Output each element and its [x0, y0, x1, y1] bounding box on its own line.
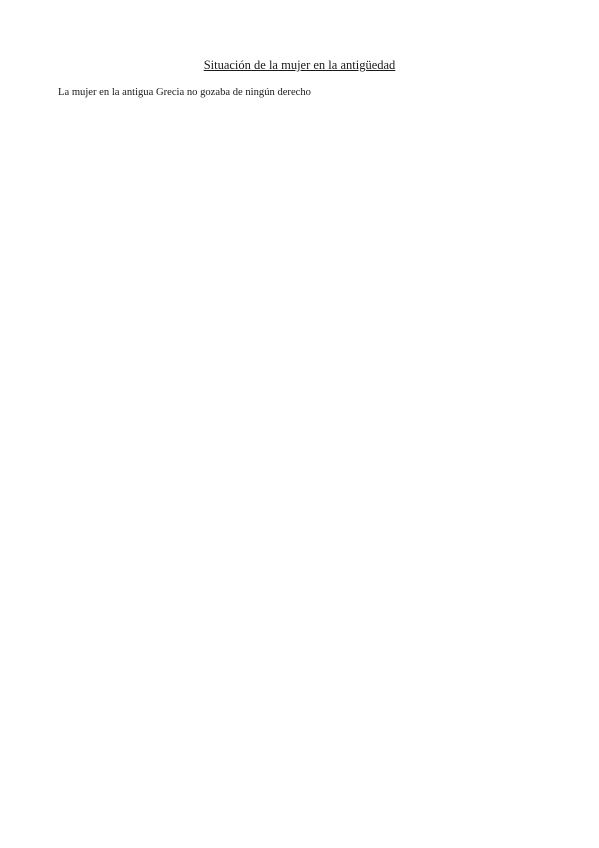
page-title: Situación de la mujer en la antigüedad	[203, 58, 396, 72]
text-line	[58, 711, 544, 724]
text-line	[58, 259, 544, 272]
text-line	[58, 152, 544, 165]
text-line	[58, 618, 544, 631]
text-line	[58, 312, 544, 325]
text-line	[58, 671, 544, 684]
paragraph	[58, 711, 544, 751]
text-line	[58, 525, 544, 538]
text-line	[58, 379, 544, 392]
text-line	[58, 472, 544, 485]
text-line	[58, 299, 544, 312]
paragraph	[58, 764, 544, 817]
text-line	[58, 445, 544, 458]
text-line	[58, 591, 544, 604]
text-line	[58, 498, 544, 511]
text-line: La mujer en la antigua Grecia no gozaba de ningún derecho	[58, 87, 311, 98]
text-line	[58, 139, 544, 152]
text-line	[58, 339, 544, 352]
text-line	[58, 246, 544, 259]
text-line	[58, 512, 544, 525]
text-line	[58, 804, 544, 817]
text-line	[58, 113, 544, 126]
text-line	[58, 538, 544, 551]
text-line	[58, 126, 544, 139]
document-body	[58, 86, 544, 831]
text-line	[58, 777, 544, 790]
paragraph	[58, 498, 544, 604]
text-line	[58, 551, 544, 564]
text-line	[58, 791, 544, 804]
text-line	[58, 405, 544, 418]
paragraph	[58, 618, 544, 698]
text-line	[58, 365, 544, 378]
text-line	[58, 179, 544, 192]
text-line	[58, 418, 544, 431]
text-line	[58, 644, 544, 657]
text-line	[58, 392, 544, 405]
text-line	[58, 631, 544, 644]
text-line	[58, 565, 544, 578]
text-line	[58, 325, 544, 338]
text-line	[58, 724, 544, 737]
text-line	[58, 658, 544, 671]
text-line	[58, 738, 544, 751]
text-line	[58, 684, 544, 697]
paragraph	[58, 232, 544, 485]
paragraph	[58, 86, 544, 219]
text-line	[58, 285, 544, 298]
text-line	[58, 192, 544, 205]
text-line	[58, 764, 544, 777]
text-line	[58, 432, 544, 445]
text-line	[58, 99, 544, 112]
text-line	[58, 166, 544, 179]
text-line	[58, 206, 544, 219]
text-line	[58, 578, 544, 591]
text-line	[58, 458, 544, 471]
text-line	[58, 352, 544, 365]
text-line	[58, 272, 544, 285]
text-line	[58, 232, 544, 245]
